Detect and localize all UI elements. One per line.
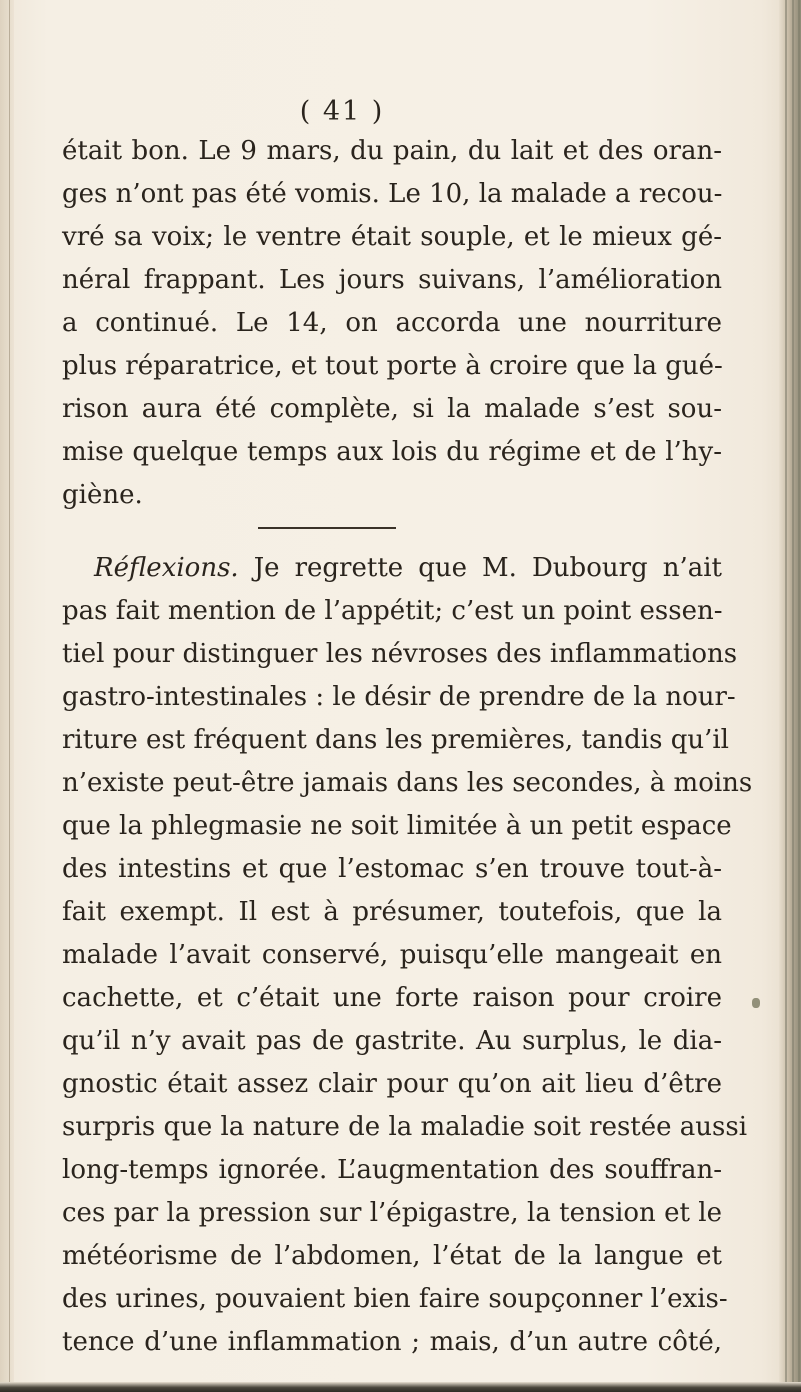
text-line: plus réparatrice, et tout porte à croire que la gué- [62,351,723,381]
page-gutter [0,0,14,1392]
text-line: néral frappant. Les jours suivans, l’amélioration [62,265,722,295]
page-number: ( 41 ) [299,96,385,127]
text-line: des intestins et que l’estomac s’en trouve tout-à- [62,854,722,884]
text-line: n’existe peut-être jamais dans les secondes, à moins [62,768,753,798]
separator-rule [258,527,396,529]
text-line: vré sa voix; le ventre était souple, et le mieux gé- [62,222,722,252]
edge-line [785,0,787,1392]
paragraph-1 [62,130,722,517]
section-separator [62,517,722,547]
text-line: riture est fréquent dans les premières, tandis qu’il [62,725,729,755]
edge-line [798,0,800,1392]
text-line: ces par la pression sur l’épigastre, la tension et le [62,1198,722,1228]
text-line [62,547,722,590]
text-line: météorisme de l’abdomen, l’état de la langue et [62,1241,722,1271]
text-line: giène. [62,480,143,510]
text-line: gastro-intestinales : le désir de prendre de la nour- [62,682,736,712]
ink-speck [752,998,760,1008]
text-line: gnostic était assez clair pour qu’on ait lieu d’être [62,1069,722,1099]
text-line: mise quelque temps aux lois du régime et de l’hy- [62,437,722,467]
text-line: cachette, et c’était une forte raison pour croire [62,983,722,1013]
text-line: a continué. Le 14, on accorda une nourriture [62,308,722,338]
text-line: tiel pour distinguer les névroses des inflammations [62,639,738,669]
body-text [62,130,753,1364]
line-text: Je regrette que M. Dubourg n’ait [238,553,722,583]
text-line: fait exempt. Il est à présumer, toutefois, que la [62,897,722,927]
text-line: ges n’ont pas été vomis. Le 10, la malade a recou- [62,179,723,209]
reflexions-heading: Réflexions. [94,553,239,583]
text-line: malade l’avait conservé, puisqu’elle mangeait en [62,940,722,970]
paragraph-2 [62,547,753,1364]
page-edge [779,0,801,1392]
text-line: tence d’une inflammation ; mais, d’un autre côté, [62,1327,722,1357]
text-line: que la phlegmasie ne soit limitée à un petit espace [62,811,732,841]
text-line: était bon. Le 9 mars, du pain, du lait et des oran- [62,136,722,166]
text-line: qu’il n’y avait pas de gastrite. Au surplus, le dia- [62,1026,722,1056]
text-line: rison aura été complète, si la malade s’est sou- [62,394,722,424]
text-line: long-temps ignorée. L’augmentation des souffran- [62,1155,722,1185]
bottom-edge [0,1382,801,1392]
text-line: surpris que la nature de la maladie soit restée aussi [62,1112,748,1142]
edge-line [792,0,794,1392]
text-line: des urines, pouvaient bien faire soupçonner l’exis- [62,1284,728,1314]
text-line: pas fait mention de l’appétit; c’est un point essen- [62,596,723,626]
